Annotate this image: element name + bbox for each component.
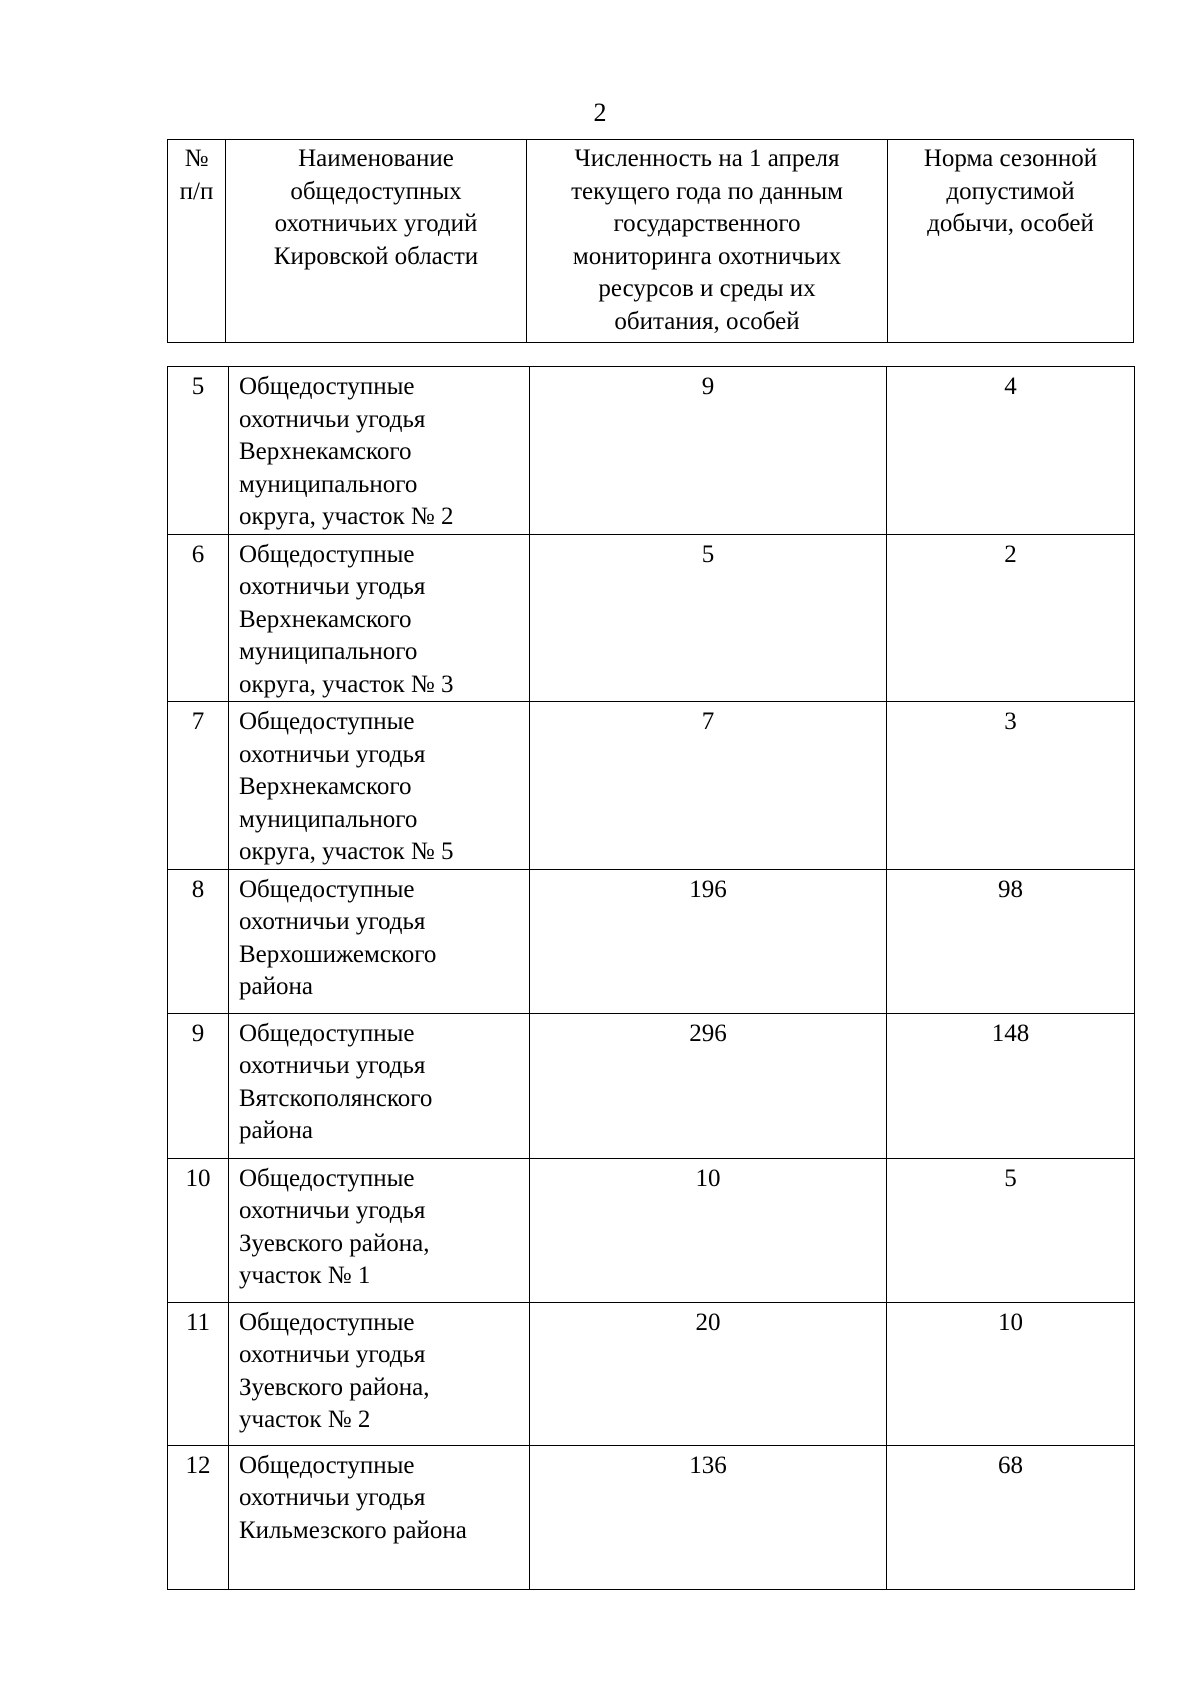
row-name-line: муниципального — [239, 805, 418, 833]
row-name-line: Верхнекамского — [239, 773, 412, 800]
row-name-line: Общедоступные — [239, 1451, 415, 1479]
row-number: 7 — [168, 702, 229, 870]
table-row — [168, 1302, 1135, 1445]
row-name-line: охотничьи угодья — [239, 573, 426, 600]
row-name-line: участок № 1 — [239, 1262, 371, 1289]
header-name-line: охотничьих угодий — [274, 210, 478, 237]
row-number: 5 — [168, 367, 229, 535]
row-population: 136 — [530, 1445, 887, 1589]
table-row — [168, 702, 1135, 870]
row-number: 9 — [168, 1013, 229, 1158]
row-name-line: района — [239, 1117, 313, 1144]
row-name-line: Верхнекамского — [239, 438, 412, 465]
row-name-line: муниципального — [239, 638, 418, 665]
row-number: 6 — [168, 534, 229, 702]
row-quota: 68 — [887, 1445, 1135, 1589]
table-row — [168, 534, 1135, 702]
row-number: 12 — [168, 1445, 229, 1589]
header-number — [168, 140, 226, 343]
row-name-line: муниципального — [239, 470, 418, 498]
row-name-line: охотничьи угодья — [239, 405, 426, 433]
row-name-line: охотничьи угодья — [239, 1197, 426, 1224]
row-name-line: охотничьи угодья — [239, 1341, 426, 1368]
row-name-line: охотничьи угодья — [239, 1052, 426, 1079]
row-quota: 4 — [887, 367, 1135, 535]
header-quota-line: Норма сезонной — [923, 145, 1098, 172]
header-name-line: общедоступных — [290, 177, 462, 205]
row-name-line: Кильмезского района — [239, 1516, 467, 1544]
row-name-line: Общедоступные — [239, 1164, 415, 1192]
header-name — [226, 140, 527, 343]
row-number: 11 — [168, 1302, 229, 1445]
header-quota — [888, 140, 1134, 343]
table-row — [168, 1158, 1135, 1302]
row-number: 8 — [168, 869, 229, 1013]
row-name-line: Общедоступные — [239, 373, 415, 400]
row-population: 196 — [530, 869, 887, 1013]
row-name — [229, 869, 530, 1013]
row-name-line: Верхошижемского — [239, 940, 437, 968]
header-population-line: текущего года по данным — [571, 177, 843, 205]
header-population-line: мониторинга охотничьих — [572, 242, 842, 270]
row-quota: 148 — [887, 1013, 1135, 1158]
table-row — [168, 869, 1135, 1013]
header-name-line: Кировской области — [273, 242, 479, 270]
table-rows — [168, 367, 1135, 1590]
row-name-line: Верхнекамского — [239, 605, 412, 633]
row-name-line: участок № 2 — [239, 1406, 371, 1433]
row-name-line: округа, участок № 5 — [239, 838, 454, 865]
row-name — [229, 1013, 530, 1158]
table-row — [168, 1013, 1135, 1158]
row-name-line: Вятскополянского — [239, 1084, 433, 1112]
row-name-line: Общедоступные — [239, 1308, 415, 1336]
row-name-line: Общедоступные — [239, 708, 415, 735]
row-name-line: Общедоступные — [239, 875, 415, 903]
table-row — [168, 367, 1135, 535]
row-number: 10 — [168, 1158, 229, 1302]
header-population — [527, 140, 888, 343]
header-number-line: № — [184, 145, 209, 172]
row-name-line: Зуевского района, — [239, 1229, 430, 1257]
page-number: 2 — [593, 98, 607, 127]
row-name-line: округа, участок № 3 — [239, 670, 454, 698]
row-name — [229, 534, 530, 702]
header-population-line: обитания, особей — [614, 307, 800, 335]
row-name — [229, 1158, 530, 1302]
row-population: 5 — [530, 534, 887, 702]
row-population: 9 — [530, 367, 887, 535]
row-quota: 98 — [887, 869, 1135, 1013]
header-name-line: Наименование — [298, 145, 454, 172]
row-name — [229, 1302, 530, 1445]
row-population: 7 — [530, 702, 887, 870]
header-population-line: государственного — [613, 210, 801, 237]
row-name — [229, 367, 530, 535]
header-population-line: ресурсов и среды их — [598, 275, 816, 302]
row-name — [229, 1445, 530, 1589]
table-header — [167, 139, 1134, 343]
row-quota: 5 — [887, 1158, 1135, 1302]
header-quota-line: добычи, особей — [927, 210, 1094, 237]
table-body — [167, 366, 1135, 1590]
row-quota: 2 — [887, 534, 1135, 702]
row-population: 296 — [530, 1013, 887, 1158]
row-population: 10 — [530, 1158, 887, 1302]
row-population: 20 — [530, 1302, 887, 1445]
row-name-line: охотничьи угодья — [239, 1484, 426, 1511]
row-quota: 3 — [887, 702, 1135, 870]
row-name-line: района — [239, 973, 313, 1000]
row-quota: 10 — [887, 1302, 1135, 1445]
row-name-line: округа, участок № 2 — [239, 503, 454, 530]
row-name-line: Общедоступные — [239, 540, 415, 568]
header-population-line: Численность на 1 апреля — [574, 145, 840, 172]
table-row — [168, 1445, 1135, 1589]
header-quota-line: допустимой — [946, 177, 1075, 205]
row-name — [229, 702, 530, 870]
row-name-line: охотничьи угодья — [239, 740, 426, 768]
row-name-line: Общедоступные — [239, 1019, 415, 1047]
header-row — [168, 140, 1134, 343]
header-number-line: п/п — [179, 177, 214, 205]
row-name-line: Зуевского района, — [239, 1373, 430, 1401]
row-name-line: охотничьи угодья — [239, 908, 426, 935]
